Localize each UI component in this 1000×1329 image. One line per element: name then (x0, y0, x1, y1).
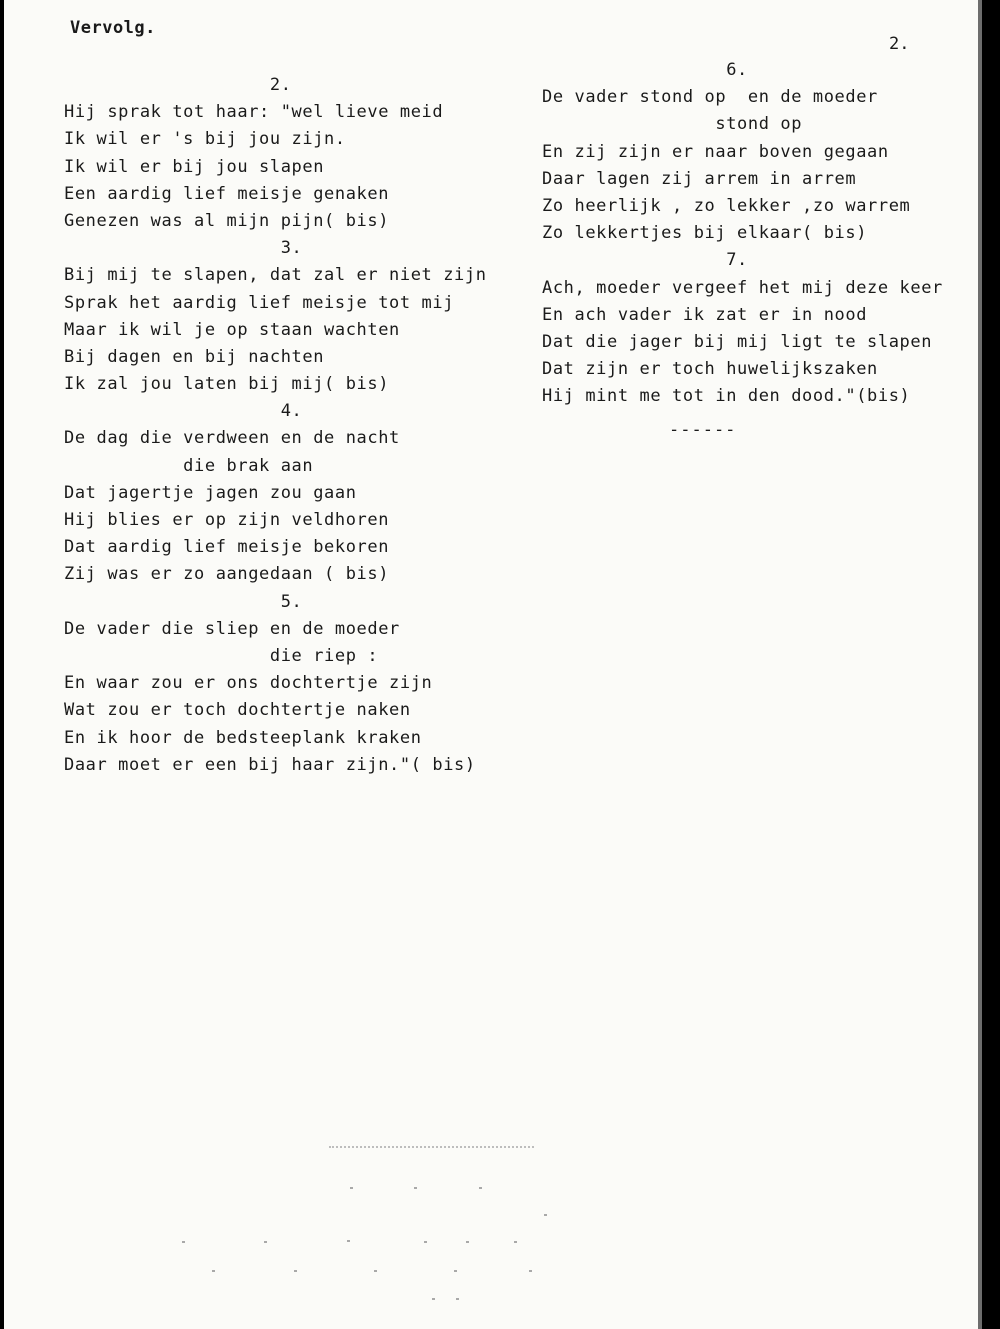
right-verse-line: Hij mint me tot in den dood."(bis) (542, 386, 911, 407)
left-verse-line: Bij mij te slapen, dat zal er niet zijn (64, 265, 487, 286)
right-verse-line: Zo lekkertjes bij elkaar( bis) (542, 223, 868, 244)
page-heading: Vervolg. (70, 18, 156, 38)
bleed-through-mark (182, 1241, 185, 1243)
bleed-through-mark (514, 1241, 517, 1243)
left-verse-line: Zij was er zo aangedaan ( bis) (64, 564, 390, 585)
right-verse-line: De vader stond op en de moeder (542, 87, 878, 108)
end-rule: ------ (669, 420, 737, 440)
left-verse-line: Genezen was al mijn pijn( bis) (64, 210, 390, 231)
page-edge (978, 0, 982, 1329)
left-verse-column (64, 72, 504, 779)
left-stanza-number: 5. (64, 591, 303, 612)
right-stanza-number: 7. (542, 250, 748, 271)
bleed-through-dotted-line (329, 1146, 534, 1148)
bleed-through-mark (544, 1214, 547, 1216)
left-stanza-number: 2. (64, 75, 292, 95)
bleed-through-mark (454, 1270, 457, 1272)
left-verse-line: Hij blies er op zijn veldhoren (64, 510, 390, 530)
left-verse-line: En ik hoor de bedsteeplank kraken (64, 727, 422, 748)
right-verse-line: En zij zijn er naar boven gegaan (542, 141, 889, 162)
bleed-through-mark (479, 1187, 482, 1189)
bleed-through-mark (414, 1187, 417, 1189)
bleed-through-mark (424, 1241, 427, 1243)
left-verse-line: De vader die sliep en de moeder (64, 618, 400, 639)
left-stanza-number: 3. (64, 238, 303, 259)
left-verse-line: Ik wil er bij jou slapen (64, 156, 325, 177)
bleed-through-mark (212, 1270, 215, 1272)
bleed-through-mark (432, 1298, 435, 1300)
right-verse-line: Zo heerlijk , zo lekker ,zo warrem (542, 195, 911, 216)
bleed-through-mark (264, 1241, 267, 1243)
left-verse-line: Een aardig lief meisje genaken (64, 183, 390, 204)
left-verse-line: Sprak het aardig lief meisje tot mij (64, 292, 455, 313)
document-page (4, 0, 978, 1329)
page-number: 2. (889, 34, 910, 54)
bleed-through-mark (347, 1240, 350, 1242)
bleed-through-mark (294, 1270, 297, 1272)
right-verse-line: Dat die jager bij mij ligt te slapen (542, 331, 933, 352)
left-verse-line: die riep : (64, 645, 379, 666)
left-verse-line: Wat zou er toch dochtertje naken (64, 700, 411, 721)
right-verse-line: Ach, moeder vergeef het mij deze keer (542, 277, 943, 298)
right-verse-line: En ach vader ik zat er in nood (542, 304, 868, 325)
left-verse-line: Ik zal jou laten bij mij( bis) (64, 374, 390, 395)
right-verse-column (542, 57, 962, 410)
left-verse-line: Ik wil er 's bij jou zijn. (64, 129, 346, 150)
left-verse-line: En waar zou er ons dochtertje zijn (64, 673, 433, 694)
right-verse-line: Dat zijn er toch huwelijkszaken (542, 359, 878, 380)
right-verse-line: stond op (542, 114, 803, 135)
left-verse-line: Daar moet er een bij haar zijn."( bis) (64, 754, 476, 775)
bleed-through-mark (529, 1270, 532, 1272)
left-verse-line: die brak aan (64, 455, 314, 476)
left-verse-line: Hij sprak tot haar: "wel lieve meid (64, 102, 444, 123)
left-verse-line: Dat aardig lief meisje bekoren (64, 537, 390, 558)
bleed-through-mark (466, 1241, 469, 1243)
left-verse-line: De dag die verdween en de nacht (64, 428, 400, 449)
bleed-through-mark (456, 1298, 459, 1300)
left-verse-line: Maar ik wil je op staan wachten (64, 319, 400, 340)
right-verse-line: Daar lagen zij arrem in arrem (542, 168, 857, 189)
left-stanza-number: 4. (64, 401, 303, 422)
bleed-through-mark (350, 1187, 353, 1189)
right-stanza-number: 6. (542, 60, 748, 80)
left-verse-line: Bij dagen en bij nachten (64, 346, 325, 367)
left-verse-line: Dat jagertje jagen zou gaan (64, 482, 357, 503)
bleed-through-mark (374, 1270, 377, 1272)
